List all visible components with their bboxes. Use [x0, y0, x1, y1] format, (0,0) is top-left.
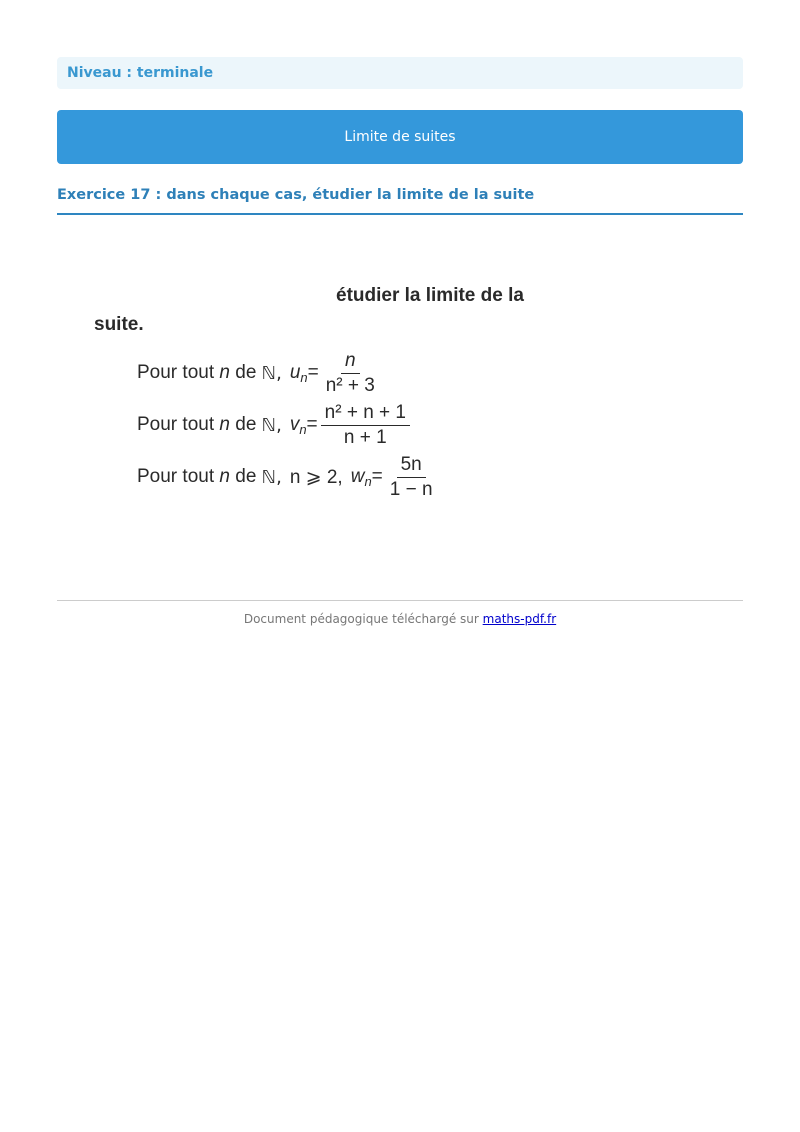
footer-link[interactable]: maths-pdf.fr	[482, 612, 557, 626]
equals-sign: =	[307, 362, 319, 383]
equation-w	[137, 452, 437, 502]
equals-sign: =	[371, 466, 383, 487]
natural-numbers-symbol: ℕ,	[261, 362, 282, 384]
sequence-w: $w_n$	[350, 465, 372, 489]
equation-prefix: Pour tout	[137, 362, 215, 383]
equation-prefix: Pour tout	[137, 466, 215, 487]
natural-numbers-symbol: ℕ,	[261, 466, 282, 488]
equation-de: de	[235, 362, 257, 383]
equation-u	[137, 348, 379, 398]
statement-line-2: suite.	[94, 314, 144, 335]
fraction-v	[321, 402, 410, 449]
equation-n: n	[219, 362, 230, 383]
equation-prefix: Pour tout	[137, 414, 215, 435]
equation-de: de	[235, 466, 257, 487]
level-badge: Niveau : terminale	[57, 57, 743, 89]
fraction-numerator: n² + n + 1	[321, 402, 410, 426]
equation-v	[137, 400, 410, 450]
statement-line-1: étudier la limite de la	[336, 285, 524, 306]
equation-n: n	[219, 414, 230, 435]
equation-condition: n ⩾ 2,	[289, 466, 343, 488]
equation-de: de	[235, 414, 257, 435]
sequence-v: $v_n$	[289, 413, 307, 437]
footer	[57, 612, 743, 626]
page-title-banner: Limite de suites	[57, 110, 743, 164]
equals-sign: =	[306, 414, 318, 435]
exercise-heading: Exercice 17 : dans chaque cas, étudier la limite de la suite	[57, 185, 743, 215]
footer-text: Document pédagogique téléchargé sur	[243, 612, 479, 626]
fraction-w	[386, 454, 437, 501]
fraction-denominator: n + 1	[343, 426, 387, 448]
exercise-statement-image	[90, 280, 560, 510]
natural-numbers-symbol: ℕ,	[261, 414, 282, 436]
sequence-u: $u_n$	[289, 361, 308, 385]
footer-divider	[57, 600, 743, 601]
fraction-u	[322, 350, 379, 397]
fraction-denominator: n² + 3	[325, 374, 375, 396]
fraction-numerator: 5n	[397, 454, 426, 478]
fraction-numerator: n	[341, 350, 360, 374]
equation-n: n	[219, 466, 230, 487]
fraction-denominator: 1 − n	[389, 478, 433, 500]
